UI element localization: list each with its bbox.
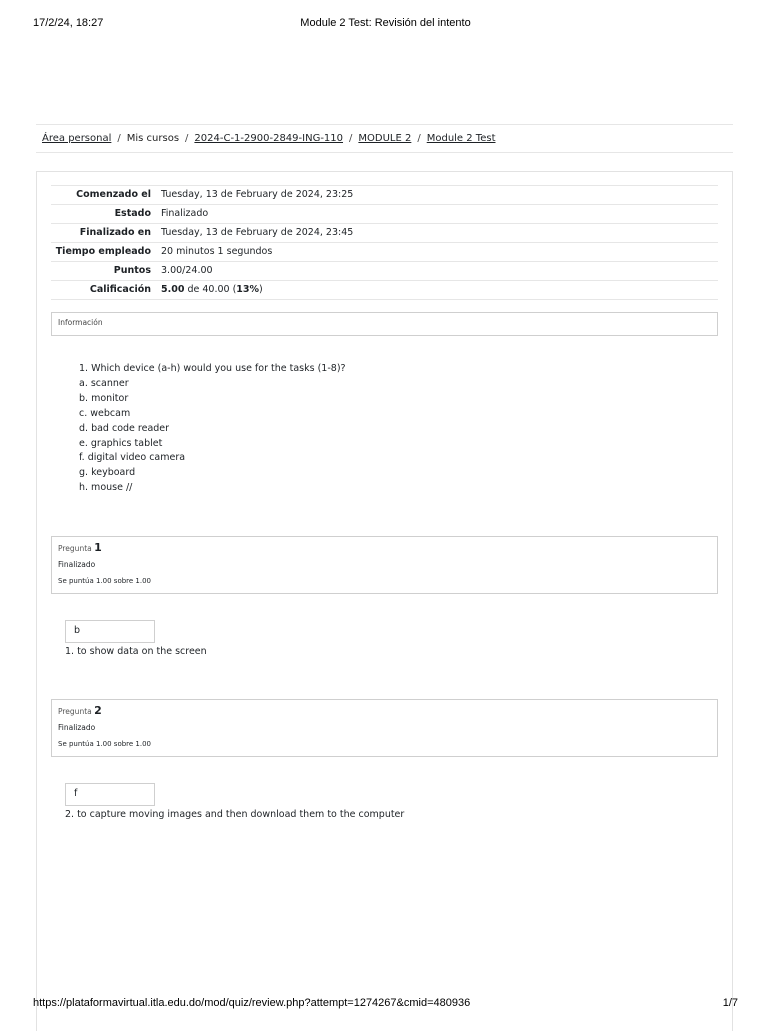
- breadcrumb-separator: /: [417, 133, 421, 144]
- question-label: Pregunta: [58, 544, 92, 553]
- summary-value: 3.00/24.00: [161, 265, 213, 276]
- prompt-line: f. digital video camera: [79, 452, 186, 464]
- summary-label: Comenzado el: [76, 189, 151, 200]
- print-footer: [33, 997, 738, 1011]
- information-box: [51, 312, 718, 336]
- prompt-line: d. bad code reader: [79, 422, 170, 434]
- summary-row-time-taken: [51, 243, 718, 262]
- summary-row-grade: [51, 281, 718, 300]
- question-grade: Se puntúa 1.00 sobre 1.00: [58, 740, 152, 748]
- question-info-2: [51, 699, 718, 757]
- grade-middle: de 40.00 (: [184, 284, 237, 295]
- question-state: Finalizado: [58, 560, 96, 569]
- print-header: [33, 17, 738, 31]
- summary-value: [159, 281, 718, 300]
- summary-value: 20 minutos 1 segundos: [161, 246, 273, 257]
- question-state: Finalizado: [58, 723, 96, 732]
- breadcrumb-area-personal[interactable]: Área personal: [42, 133, 112, 144]
- summary-row-completed: [51, 224, 718, 243]
- prompt-line: b. monitor: [79, 392, 129, 404]
- answer-description: 1. to show data on the screen: [65, 646, 207, 657]
- prompt-line: e. graphics tablet: [79, 437, 163, 449]
- prompt-line: h. mouse //: [79, 482, 133, 494]
- print-date: 17/2/24, 18:27: [33, 17, 104, 29]
- breadcrumb-course[interactable]: 2024-C-1-2900-2849-ING-110: [194, 133, 344, 144]
- question-number: [58, 704, 102, 717]
- breadcrumb-separator: /: [185, 133, 189, 144]
- question-number-value: 1: [94, 541, 102, 554]
- prompt-line: 1. Which device (a-h) would you use for the tasks (1-8)?: [79, 363, 346, 374]
- breadcrumb-module[interactable]: MODULE 2: [358, 133, 412, 144]
- answer-description: 2. to capture moving images and then download them to the computer: [65, 809, 405, 820]
- information-label: Información: [58, 318, 103, 327]
- question-prompt: [79, 362, 346, 496]
- summary-value: Tuesday, 13 de February de 2024, 23:25: [161, 189, 354, 200]
- grade-score: 5.00: [161, 284, 185, 295]
- print-url: https://plataformavirtual.itla.edu.do/mod/quiz/review.php?attempt=1274267&cmid=480936: [33, 997, 471, 1009]
- attempt-summary-table: [51, 185, 718, 300]
- summary-label: Calificación: [89, 284, 151, 295]
- question-grade: Se puntúa 1.00 sobre 1.00: [58, 577, 152, 585]
- summary-value: Tuesday, 13 de February de 2024, 23:45: [161, 227, 354, 238]
- answer-field-2[interactable]: f: [65, 783, 155, 806]
- summary-label: Tiempo empleado: [55, 246, 151, 257]
- page-number: 1/7: [722, 997, 738, 1009]
- prompt-line: a. scanner: [79, 377, 129, 389]
- summary-row-started: [51, 186, 718, 205]
- breadcrumb-separator: /: [349, 133, 353, 144]
- grade-end: ): [259, 284, 263, 295]
- question-number: [58, 541, 102, 554]
- breadcrumb-mis-cursos: Mis cursos: [126, 133, 180, 144]
- breadcrumb: [36, 124, 733, 153]
- breadcrumb-quiz[interactable]: Module 2 Test: [426, 133, 496, 144]
- prompt-line: c. webcam: [79, 407, 131, 419]
- summary-label: Estado: [114, 208, 151, 219]
- summary-value: Finalizado: [161, 208, 209, 219]
- grade-percent: 13%: [236, 284, 260, 295]
- summary-label: Puntos: [113, 265, 151, 276]
- question-number-value: 2: [94, 704, 102, 717]
- question-info-1: [51, 536, 718, 594]
- summary-label: Finalizado en: [79, 227, 151, 238]
- summary-row-state: [51, 205, 718, 224]
- print-title: Module 2 Test: Revisión del intento: [300, 17, 471, 29]
- breadcrumb-separator: /: [117, 133, 121, 144]
- question-label: Pregunta: [58, 707, 92, 716]
- answer-field-1[interactable]: b: [65, 620, 155, 643]
- prompt-line: g. keyboard: [79, 467, 136, 479]
- summary-row-marks: [51, 262, 718, 281]
- quiz-review-region: [36, 171, 733, 1031]
